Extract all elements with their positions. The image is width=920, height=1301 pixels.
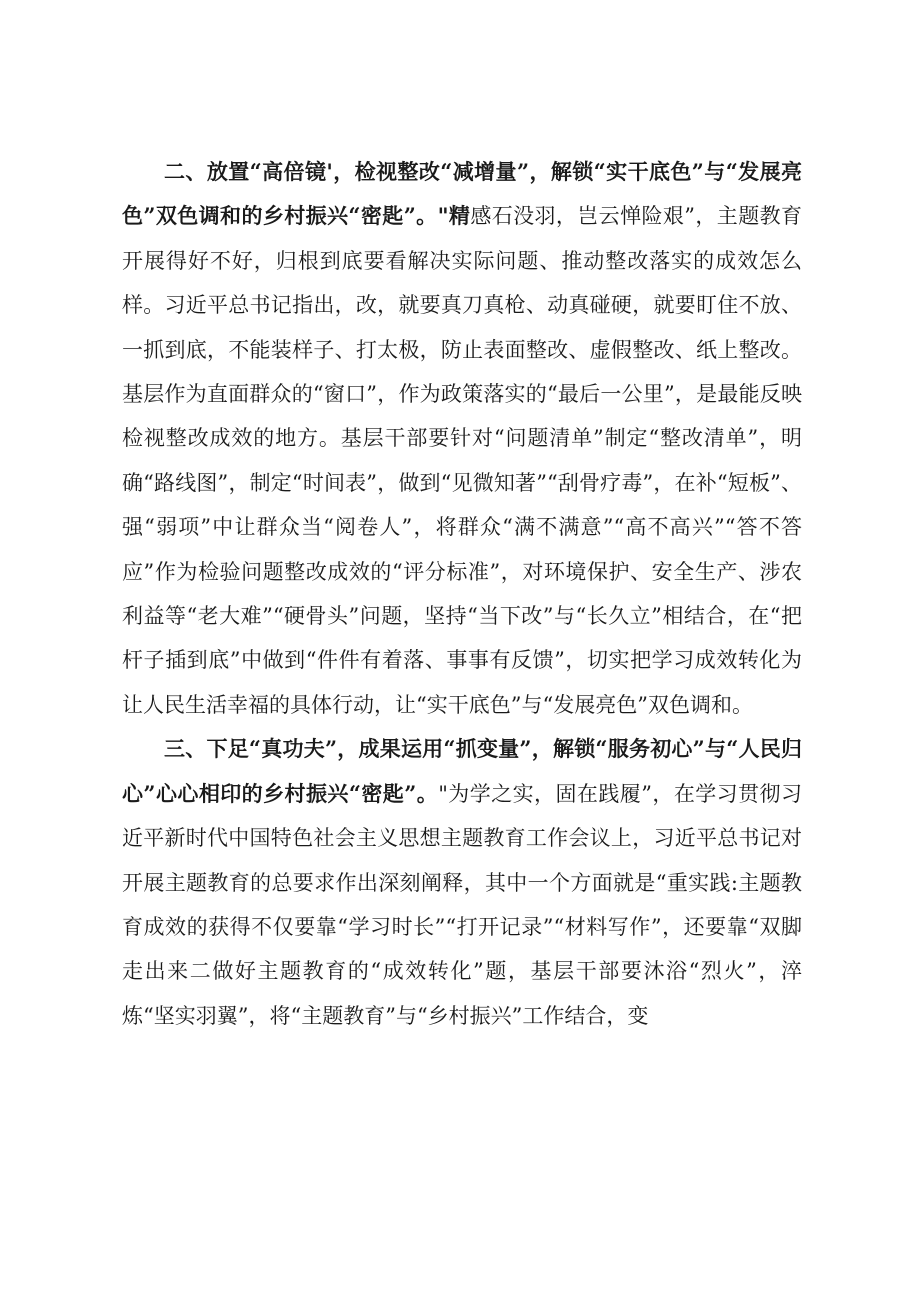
- section-3-body: "为学之实，固在践履”，在学习贯彻习近平新时代中国特色社会主义思想主题教育工作会议上，习近平总书记对开展主题教育的总要求作出深刻阐释，其中一个方面就是“重实践:主题教育成效的获得不仅要靠“学习时长”“打开记录”“材料写作”，还要靠“双脚走出来二做好主题教育的“成效转化”题，基层干部要沐浴“烈火”，淬炼“坚实羽翼”，将“主题教育”与“乡村振兴”工作结合，变: [122, 781, 802, 1028]
- section-2-body: 感石没羽，岂云惮险艰”，主题教育开展得好不好，归根到底要看解决实际问题、推动整改落实的成效怎么样。习近平总书记指出，改，就要真刀真枪、动真碰硬，就要盯住不放、一抓到底，不能装样子、打太极，防止表面整改、虚假整改、纸上整改。基层作为直面群众的“窗口”，作为政策落实的“最后一公里”，是最能反映检视整改成效的地方。基层干部要针对“问题清单”制定“整改清单”，明确“路线图”，制定“时间表”，做到“见微知著”“刮骨疗毒”，在补“短板”、强“弱项”中让群众当“阅卷人”，将群众“满不满意”“高不高兴”“答不答应”作为检验问题整改成效的“评分标准”，对环境保护、安全生产、涉农利益等“老大难”“硬骨头”问题，坚持“当下改”与“长久立”相结合，在“把杆子插到底”中做到“件件有着落、事事有反馈”，切实把学习成效转化为让人民生活幸福的具体行动，让“实干底色”与“发展亮色”双色调和。: [122, 204, 802, 717]
- paragraph-section-3: [122, 727, 802, 1038]
- paragraph-section-2: [122, 150, 802, 727]
- section-3-heading: 三、下足“真功夫”，成果运用“抓变量”，解锁“服务初心”与“人民归心”心心相印的乡村振兴“密匙”。: [122, 736, 802, 806]
- section-2-heading: 二、放置“高倍镜'，检视整改“减增量”，解锁“实干底色”与“发展亮色”双色调和的乡村振兴“密匙”。"精: [122, 159, 802, 229]
- document-body: [122, 150, 802, 1038]
